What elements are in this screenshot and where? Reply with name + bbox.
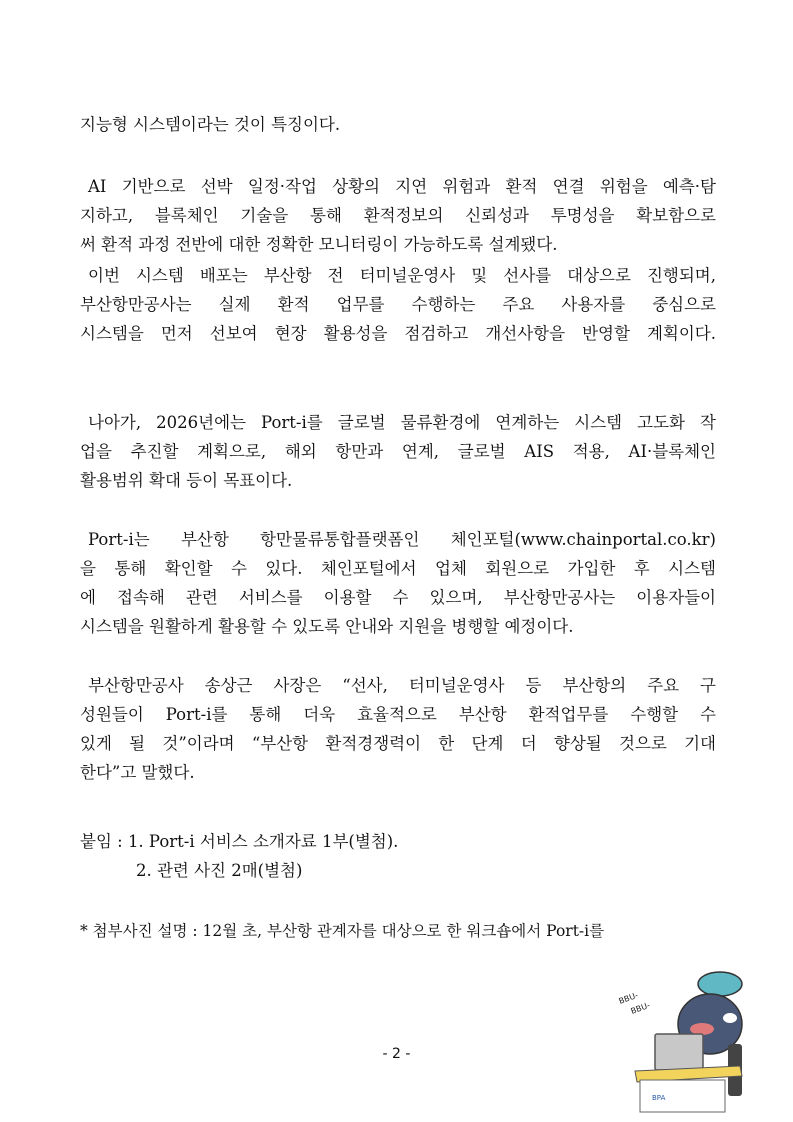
speech-text: BBU- [629, 1000, 652, 1016]
text-line: 이번 시스템 배포는 부산항 전 터미널운영사 및 선사를 대상으로 진행되며, [88, 266, 716, 285]
paragraph-4 [80, 408, 716, 495]
paragraph-3 [80, 261, 716, 348]
text-line: 한다”고 말했다. [80, 763, 195, 782]
text-line: 을 통해 확인할 수 있다. 체인포털에서 업체 회원으로 가입한 후 시스템 [80, 559, 716, 578]
photo-caption [80, 917, 716, 946]
paragraph-1 [80, 110, 716, 139]
attachment-item: 2. 관련 사진 2매(별첨) [136, 861, 303, 880]
text-line: 시스템을 원활하게 활용할 수 있도록 안내와 지원을 병행할 예정이다. [80, 617, 574, 636]
text-line: * 첨부사진 설명 : 12월 초, 부산항 관계자를 대상으로 한 워크숍에서 Port-i를 [80, 922, 605, 940]
text-line: 나아가, 2026년에는 Port-i를 글로벌 물류환경에 연계하는 시스템 고도화 작 [88, 413, 716, 432]
attachments [80, 827, 716, 885]
page-number: - 2 - [382, 1046, 411, 1062]
text-line: 에 접속해 관련 서비스를 이용할 수 있으며, 부산항만공사는 이용자들이 [80, 588, 716, 607]
text-line: AI 기반으로 선박 일정·작업 상황의 지연 위험과 환적 연결 위험을 예측·탐 [88, 177, 716, 196]
text-line: 있게 될 것”이라며 “부산항 환적경쟁력이 한 단계 더 향상될 것으로 기대 [80, 734, 716, 753]
desk-logo: BPA [652, 1094, 666, 1102]
paragraph-5 [80, 525, 716, 641]
attachments-label: 붙임 : [80, 832, 128, 851]
text-line: 부산항만공사 송상근 사장은 “선사, 터미널운영사 등 부산항의 주요 구 [88, 676, 716, 695]
text-line: Port-i는 부산항 항만물류통합플랫폼인 체인포털(www.chainportal.co.kr) [88, 530, 716, 549]
text-line: 업을 추진할 계획으로, 해외 항만과 연계, 글로벌 AIS 적용, AI·블록체인 [80, 442, 716, 461]
text-line: 써 환적 과정 전반에 대한 정확한 모니터링이 가능하도록 설계됐다. [80, 235, 558, 254]
text-line: 활용범위 확대 등이 목표이다. [80, 471, 293, 490]
text-line: 지능형 시스템이라는 것이 특징이다. [80, 115, 341, 134]
text-line: 성원들이 Port-i를 통해 더욱 효율적으로 부산항 환적업무를 수행할 수 [80, 705, 716, 724]
paragraph-6 [80, 671, 716, 787]
text-line: 시스템을 먼저 선보여 현장 활용성을 점검하고 개선사항을 반영할 계획이다. [80, 324, 716, 343]
paragraph-2 [80, 172, 716, 259]
mascot-illustration [610, 966, 760, 1116]
speech-text: BBU- [617, 990, 640, 1006]
attachment-item: 1. Port-i 서비스 소개자료 1부(별첨). [127, 832, 399, 851]
text-line: 부산항만공사는 실제 환적 업무를 수행하는 주요 사용자를 중심으로 [80, 295, 716, 314]
text-line: 지하고, 블록체인 기술을 통해 환적정보의 신뢰성과 투명성을 확보함으로 [80, 206, 716, 225]
